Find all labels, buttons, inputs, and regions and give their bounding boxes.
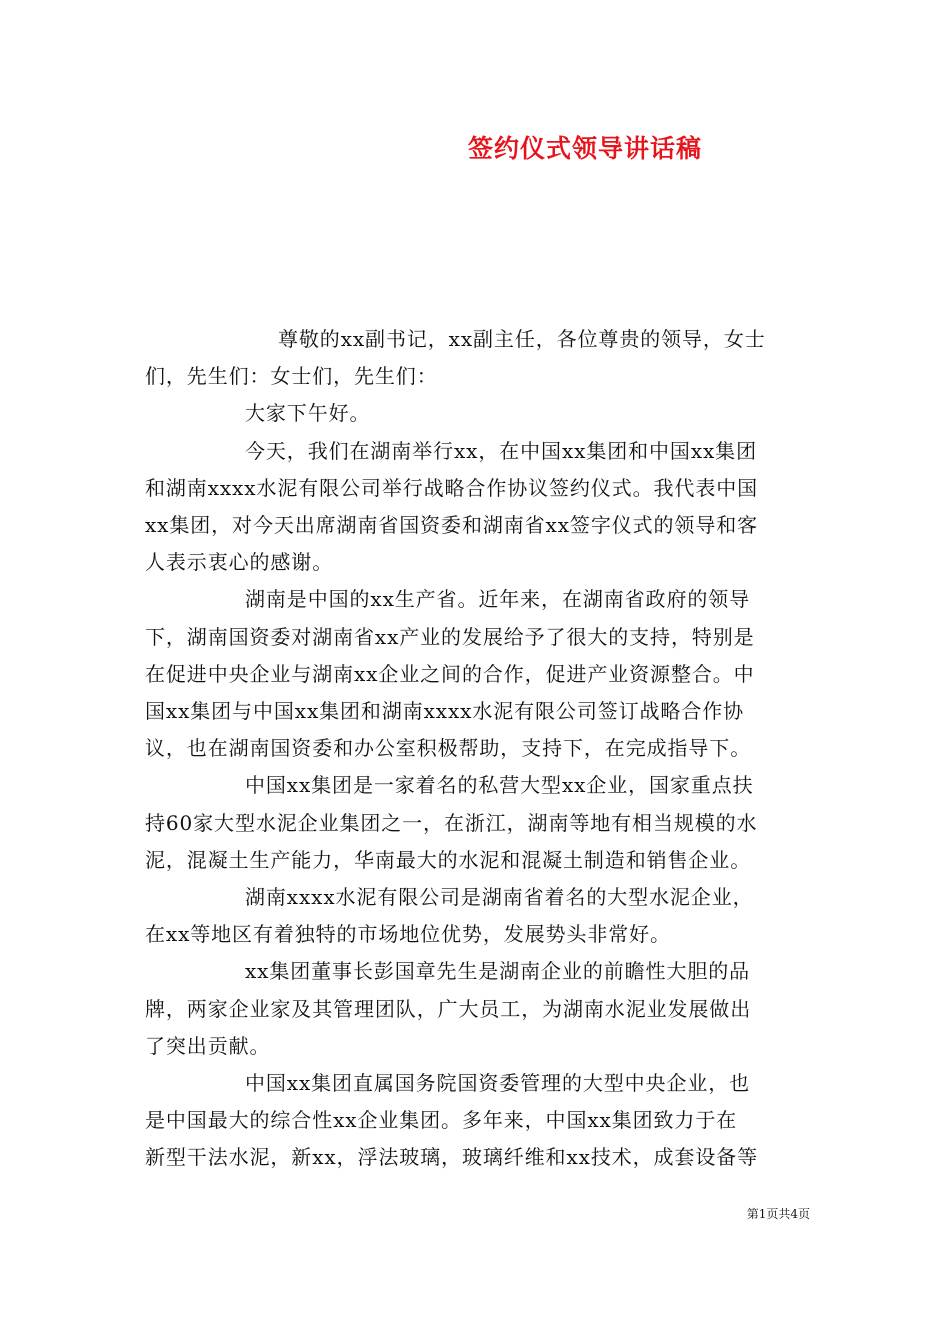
text-line: 在xx等地区有着独特的市场地位优势，发展势头非常好。: [145, 922, 671, 947]
text-line: 泥，混凝土生产能力，华南最大的水泥和混凝土制造和销售企业。: [145, 847, 752, 872]
text-line: 湖南是中国的xx生产省。近年来，在湖南省政府的领导: [245, 587, 751, 612]
text-line: 尊敬的xx副书记，xx副主任，各位尊贵的领导，女士: [278, 327, 766, 351]
text-line: 中国xx集团直属国务院国资委管理的大型中央企业，也: [245, 1071, 751, 1096]
paragraph-body: [145, 953, 810, 1065]
text-line: 国xx集团与中国xx集团和湖南xxxx水泥有限公司签订战略合作协: [145, 699, 745, 724]
text-line: 湖南xxxx水泥有限公司是湖南省着名的大型水泥企业，: [245, 885, 754, 910]
text-line: 了突出贡献。: [145, 1033, 271, 1058]
document-title: 签约仪式领导讲话稿: [467, 134, 702, 163]
text-line: 人表示衷心的感谢。: [145, 550, 334, 575]
text-line: 下，湖南国资委对湖南省xx产业的发展给予了很大的支持，特别是: [145, 624, 755, 649]
page-number: 第1页共4页: [746, 1207, 810, 1221]
paragraph-body: [145, 767, 810, 879]
text-line: 持60家大型水泥企业集团之一，在浙江，湖南等地有相当规模的水: [145, 810, 758, 835]
text-line: 今天，我们在湖南举行xx，在中国xx集团和中国xx集团: [245, 438, 757, 463]
document-body: [145, 321, 810, 1177]
paragraph-body: [145, 433, 810, 582]
text-line: 牌，两家企业家及其管理团队，广大员工，为湖南水泥业发展做出: [145, 996, 752, 1021]
text-line: 在促进中央企业与湖南xx企业之间的合作，促进产业资源整合。中: [145, 661, 755, 686]
text-line: 们，先生们：女士们，先生们：: [145, 364, 438, 389]
paragraph-body: [145, 879, 810, 953]
paragraph-body: [145, 581, 810, 767]
text-line: xx集团董事长彭国章先生是湖南企业的前瞻性大胆的品: [245, 959, 751, 984]
text-line: 议，也在湖南国资委和办公室积极帮助，支持下，在完成指导下。: [145, 736, 752, 761]
text-line: 新型干法水泥，新xx，浮法玻璃，玻璃纤维和xx技术，成套设备等: [145, 1145, 759, 1170]
text-line: xx集团，对今天出席湖南省国资委和湖南省xx签字仪式的领导和客: [145, 513, 759, 538]
text-line: 大家下午好。: [245, 401, 371, 426]
paragraph-body: [145, 1065, 810, 1177]
text-line: 是中国最大的综合性xx企业集团。多年来，中国xx集团致力于在: [145, 1108, 738, 1133]
paragraph-greeting: [145, 395, 810, 432]
paragraph-salutation: [145, 321, 810, 395]
text-line: 中国xx集团是一家着名的私营大型xx企业，国家重点扶: [245, 773, 754, 798]
text-line: 和湖南xxxx水泥有限公司举行战略合作协议签约仪式。我代表中国: [145, 475, 759, 500]
